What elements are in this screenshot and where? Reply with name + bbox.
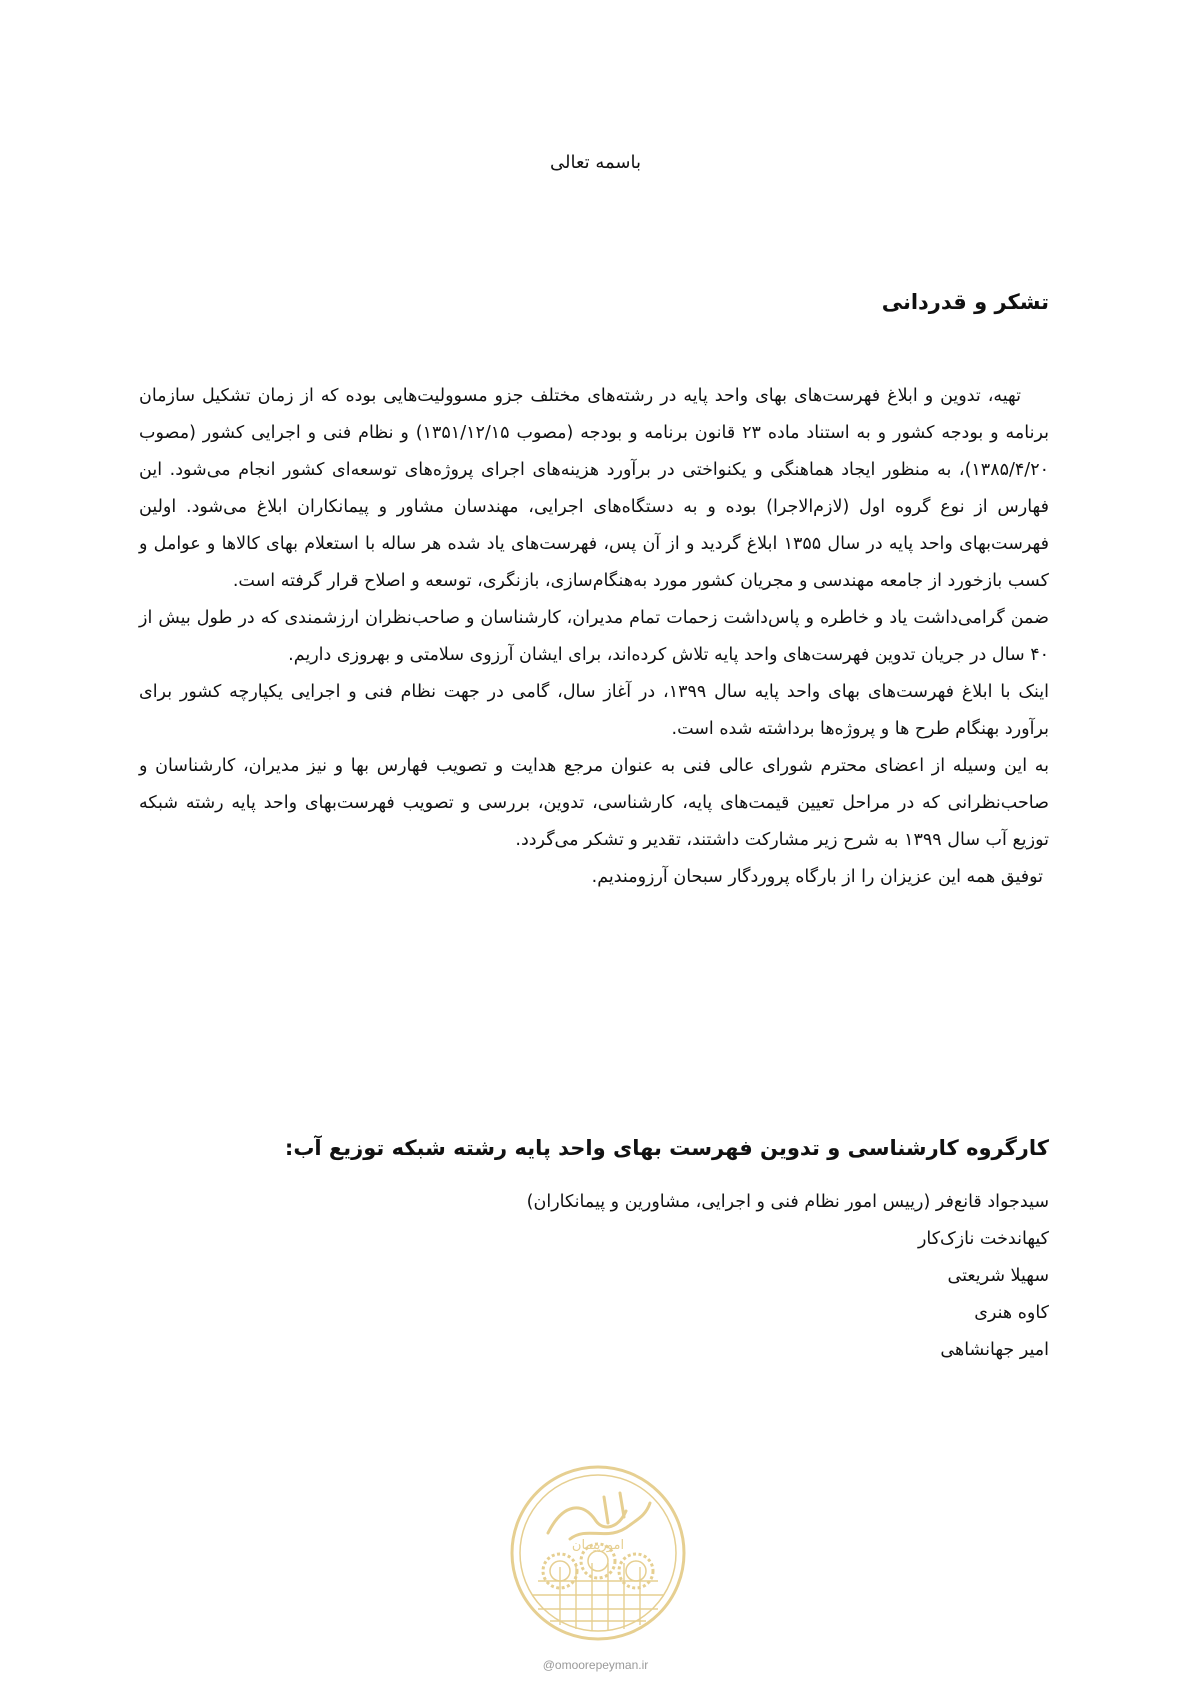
acknowledgement-title: تشکر و قدردانی: [881, 290, 1049, 314]
paragraph-gratitude: به این وسیله از اعضای محترم شورای عالی فنی به عنوان مرجع هدایت و تصویب فهارس بها و نیز مدیران، کارشناسان و صاحب‌نظرانی که در مراحل تعیین قیمت‌های پایه، کارشناسی، تدوین، بررسی و تصویب فهرست‌بهای واحد پایه رشته شبکه توزیع آب سال ۱۳۹۹ به شرح زیر مشارکت داشتند، تقدیر و تشکر می‌گردد.: [139, 756, 1049, 850]
team-member: امیر جهانشاهی: [940, 1340, 1049, 1360]
team-member: سهیلا شریعتی: [947, 1266, 1049, 1286]
paragraph-1399-release: اینک با ابلاغ فهرست‌های بهای واحد پایه سال ۱۳۹۹، در آغاز سال، گامی در جهت نظام فنی و اجرایی یکپارچه کشور برای برآورد بهنگام طرح ها و پروژه‌ها برداشته شده است.: [139, 682, 1049, 739]
paragraph-history: تهیه، تدوین و ابلاغ فهرست‌های بهای واحد پایه در رشته‌های مختلف جزو مسوولیت‌هایی بوده که از زمان تشکیل سازمان برنامه و بودجه کشور و به استناد ماده ۲۳ قانون برنامه و بودجه (مصوب ۱۳۵۱/۱۲/۱۵) و نظام فنی و اجرایی کشور (مصوب ۱۳۸۵/۴/۲۰)، به منظور ایجاد هماهنگی و یکنواختی در برآورد هزینه‌های اجرای پروژه‌های توسعه‌ای کشور انجام می‌شود. این فهارس از نوع گروه اول (لازم‌الاجرا) بوده و به دستگاه‌های اجرایی، مهندسان مشاور و پیمانکاران ابلاغ می‌شود. اولین فهرست‌بهای واحد پایه در سال ۱۳۵۵ ابلاغ گردید و از آن پس، فهرست‌های یاد شده هر ساله با استعلام بهای کالاها و عوامل و کسب بازخورد از جامعه مهندسی و مجریان کشور مورد به‌هنگام‌سازی، بازنگری، توسعه و اصلاح قرار گرفته است.: [139, 386, 1049, 591]
paragraph-commemoration: ضمن گرامی‌داشت یاد و خاطره و پاس‌داشت زحمات تمام مدیران، کارشناسان و صاحب‌نظران ارزشمندی که در طول بیش از ۴۰ سال در جریان تدوین فهرست‌های واحد پایه تلاش کرده‌اند، برای ایشان آرزوی سلامتی و بهروزی داریم.: [139, 608, 1049, 665]
team-member: سیدجواد قانع‌فر (رییس امور نظام فنی و اجرایی، مشاورین و پیمانکاران): [526, 1192, 1049, 1212]
seal-text: امورپیمان: [571, 1538, 625, 1553]
website-watermark: @omoorepeyman.ir: [542, 1658, 649, 1672]
seal-logo-icon: [508, 1463, 688, 1643]
team-title: کارگروه کارشناسی و تدوین فهرست بهای واحد پایه رشته شبکه توزیع آب:: [284, 1136, 1049, 1160]
paragraph-closing-wish: توفیق همه این عزیزان را از بارگاه پروردگار سبحان آرزومندیم.: [591, 867, 1043, 887]
team-member: کیهاندخت نازک‌کار: [917, 1229, 1049, 1249]
acknowledgement-body: [139, 378, 1049, 896]
team-member-list: [139, 1184, 1049, 1369]
team-member: کاوه هنری: [974, 1303, 1049, 1323]
basmala-header: باسمه تعالی: [549, 152, 642, 173]
